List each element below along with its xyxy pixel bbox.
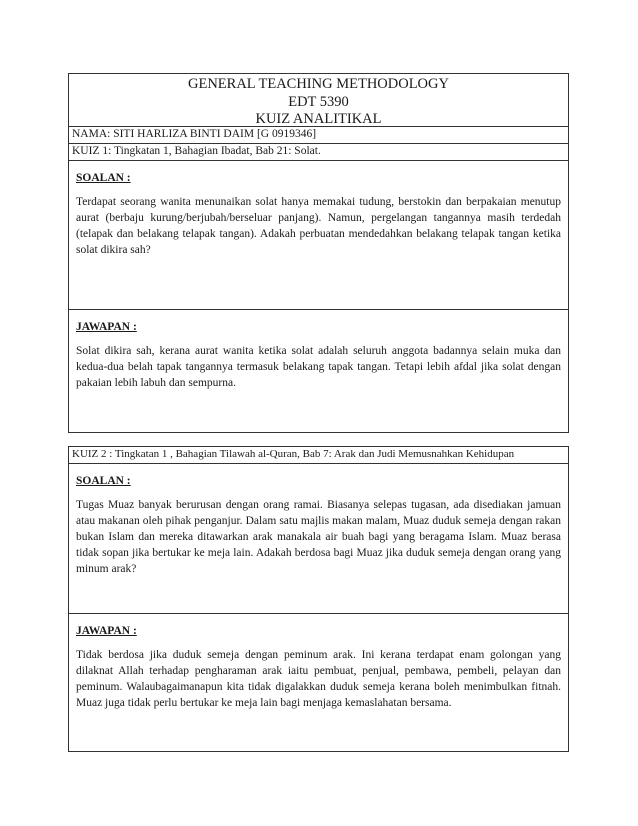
kuiz1-soalan-label: SOALAN : — [76, 172, 131, 184]
course-title: GENERAL TEACHING METHODOLOGY — [188, 76, 449, 92]
kuiz1-jawapan-text: Solat dikira sah, kerana aurat wanita ketika solat adalah seluruh anggota badannya selain muka dan kedua-dua belah tapak tangannya termasuk belakang tapak tangan. Tetapi lebih afdal jika solat dengan pakaian lebih labuh dan sempurna. — [76, 345, 561, 389]
kuiz2-soalan-section — [69, 473, 568, 614]
kuiz1-table — [68, 73, 569, 433]
kuiz2-table — [68, 446, 569, 752]
document-header — [69, 74, 568, 127]
kuiz1-jawapan-section — [69, 319, 568, 432]
kuiz1-jawapan-label: JAWAPAN : — [76, 321, 137, 333]
kuiz1-title: KUIZ 1: Tingkatan 1, Bahagian Ibadat, Bab 21: Solat. — [69, 144, 568, 161]
student-name: NAMA: SITI HARLIZA BINTI DAIM [G 0919346] — [69, 127, 568, 144]
quiz-type-title: KUIZ ANALITIKAL — [255, 111, 382, 127]
kuiz2-soalan-label: SOALAN : — [76, 475, 131, 487]
kuiz2-title: KUIZ 2 : Tingkatan 1 , Bahagian Tilawah al-Quran, Bab 7: Arak dan Judi Memusnahkan Kehidupan — [69, 447, 568, 464]
course-code: EDT 5390 — [288, 93, 349, 110]
kuiz1-soalan-section — [69, 170, 568, 310]
kuiz1-soalan-text: Terdapat seorang wanita menunaikan solat hanya memakai tudung, berstokin dan berpakaian menutup aurat (berbaju kurung/berjubah/berseluar panjang). Namun, pergelangan tangannya masih terdedah (telapak dan belakang telapak tangan). Adakah perbuatan mendedahkan belakang telapak tangan ketika solat dikira sah? — [76, 196, 561, 256]
kuiz2-jawapan-section — [69, 623, 568, 751]
kuiz2-soalan-text: Tugas Muaz banyak berurusan dengan orang ramai. Biasanya selepas tugasan, ada disediakan jamuan atau makanan oleh pihak penganjur. Dalam satu majlis makan malam, Muaz duduk semeja dengan rakan bukan Islam dan mereka ditawarkan arak manakala air buah bagi yang beragama Islam. Muaz berasa tidak sopan jika bertukar ke meja lain. Adakah berdosa bagi Muaz jika duduk semeja dengan orang yang minum arak? — [76, 499, 561, 575]
kuiz2-jawapan-text: Tidak berdosa jika duduk semeja dengan peminum arak. Ini kerana terdapat enam golongan yang dilaknat Allah terhadap pengharaman arak iaitu pembuat, penjual, pembawa, pembeli, pelayan dan peminum. Walaubagaimanapun kita tidak digalakkan duduk semeja kerana boleh menimbulkan fitnah. Muaz juga tidak perlu bertukar ke meja lain bagi menjaga kemaslahatan bersama. — [76, 649, 561, 709]
kuiz2-jawapan-label: JAWAPAN : — [76, 625, 137, 637]
